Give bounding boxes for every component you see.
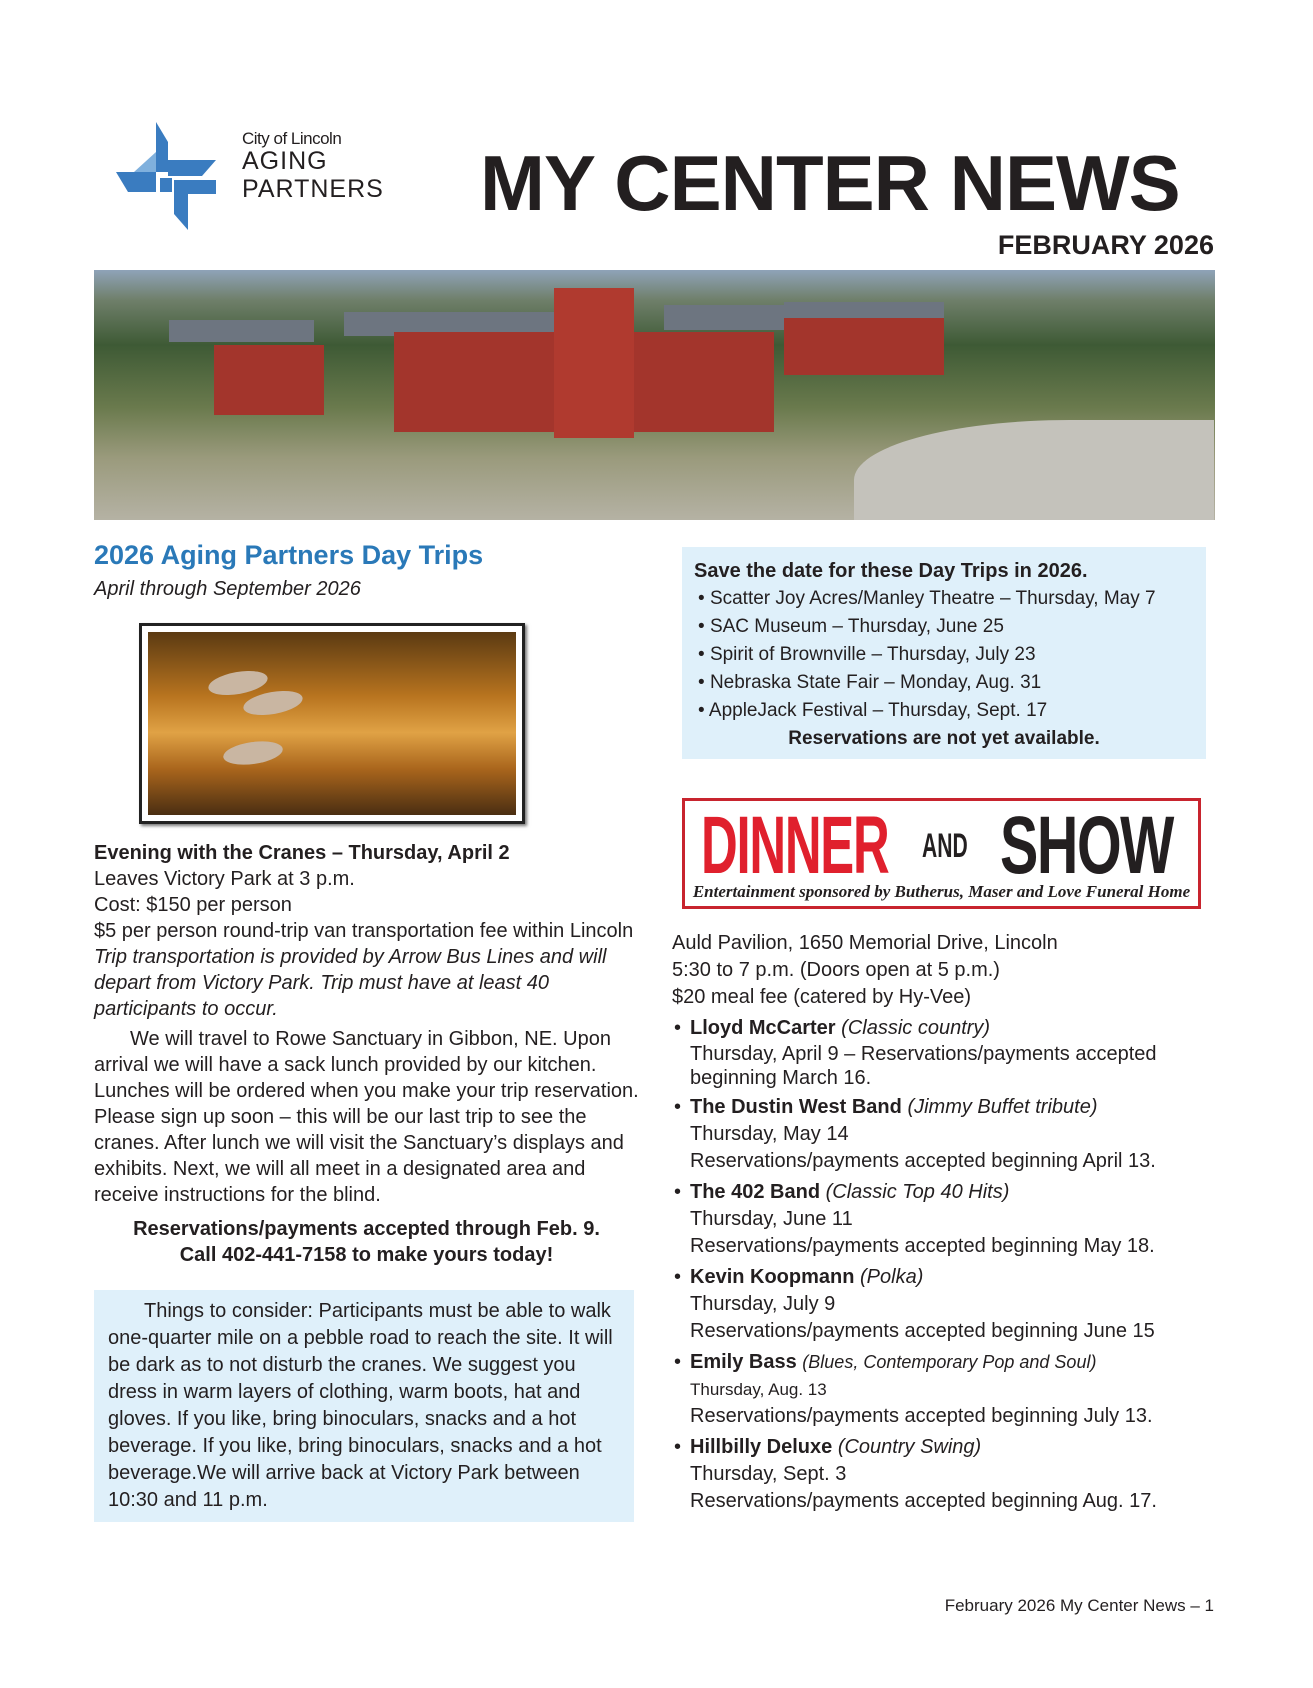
hero-photo-campus (94, 270, 1215, 520)
event-date: Thursday, July 9 (690, 1293, 836, 1315)
newsletter-title: MY CENTER NEWS (480, 139, 1180, 227)
things-to-consider-box: Things to consider: Participants must be able to walk one-quarter mile on a pebble road to reach the site. It will be dark as to not disturb the cranes. We suggest you dress in warm layers of clothing, warm boots, hat and gloves. If you like, bring binoculars, snacks and a hot beverage. If you like, bring binoculars, snacks and a hot beverage.We will arrive back at Victory Park between 10:30 and 11 p.m. (94, 1290, 634, 1522)
show-event (672, 1434, 1232, 1515)
dinner-and-show-banner (682, 798, 1201, 909)
event-date: Thursday, April 9 – Reservations/payments accepted beginning March 16. (690, 1043, 1157, 1089)
logo-city: City of Lincoln (242, 129, 342, 148)
reservation-phone: Call 402-441-7158 to make yours today! (179, 1244, 554, 1266)
trip-detail: Leaves Victory Park at 3 p.m. (94, 868, 355, 890)
save-the-date-heading: Save the date for these Day Trips in 2026. (694, 560, 1088, 582)
transport-note: Trip transportation is provided by Arrow Bus Lines and will depart from Victory Park. Trip must have at least 40 participants to occur. (94, 946, 607, 1020)
day-trip-item: • Nebraska State Fair – Monday, Aug. 31 (698, 669, 1194, 697)
event-reservations: Reservations/payments accepted beginning July 13. (690, 1405, 1153, 1427)
event-reservations: Reservations/payments accepted beginning Aug. 17. (690, 1490, 1157, 1512)
show-event (672, 1179, 1232, 1260)
page-footer: February 2026 My Center News – 1 (944, 1596, 1214, 1615)
performer-name: Lloyd McCarter (690, 1017, 836, 1039)
show-time: 5:30 to 7 p.m. (Doors open at 5 p.m.) (672, 959, 1000, 981)
performer-genre: (Classic country) (841, 1017, 991, 1039)
save-the-date-box (682, 547, 1206, 759)
trip-detail: Cost: $150 per person (94, 894, 292, 916)
performer-name: Kevin Koopmann (690, 1266, 855, 1288)
performer-name: Hillbilly Deluxe (690, 1436, 833, 1458)
cranes-event-title: Evening with the Cranes – Thursday, April 2 (94, 842, 510, 864)
event-date: Thursday, Aug. 13 (690, 1380, 827, 1399)
event-date: Thursday, May 14 (690, 1123, 849, 1145)
trip-description: We will travel to Rowe Sanctuary in Gibbon, NE. Upon arrival we will have a sack lunch provided by our kitchen. Lunches will be ordered when you make your trip reservation. Please sign up soon – this will be our last trip to see the cranes. After lunch we will visit the Sanctuary’s displays and exhibits. Next, we will all meet in a designated area and receive instructions for the blind. (94, 1028, 639, 1206)
event-reservations: Reservations/payments accepted beginning April 13. (690, 1150, 1156, 1172)
day-trip-item: • AppleJack Festival – Thursday, Sept. 17 (698, 697, 1194, 725)
event-date: Thursday, June 11 (690, 1208, 853, 1230)
performer-name: The Dustin West Band (690, 1096, 902, 1118)
dinner-show-details (672, 930, 1232, 1515)
show-event (672, 1094, 1232, 1175)
show-event (672, 1015, 1232, 1090)
show-event (672, 1349, 1232, 1430)
day-trips-subheading: April through September 2026 (94, 578, 361, 600)
day-trips-heading: 2026 Aging Partners Day Trips (94, 540, 484, 570)
logo-line1: AGING (242, 147, 328, 175)
event-reservations: Reservations/payments accepted beginning June 15 (690, 1320, 1155, 1342)
banner-sponsor: Entertainment sponsored by Butherus, Maser and Love Funeral Home (692, 882, 1191, 901)
performer-genre: (Polka) (860, 1266, 924, 1288)
trip-detail: $5 per person round-trip van transportation fee within Lincoln (94, 920, 634, 942)
show-event (672, 1264, 1232, 1345)
logo-text (242, 130, 384, 203)
day-trip-item: • Spirit of Brownville – Thursday, July 23 (698, 641, 1194, 669)
performer-genre: (Blues, Contemporary Pop and Soul) (802, 1352, 1097, 1372)
cranes-trip-section (94, 840, 639, 1522)
logo-line2: PARTNERS (242, 175, 384, 203)
show-location: Auld Pavilion, 1650 Memorial Drive, Lincoln (672, 932, 1058, 954)
performer-name: Emily Bass (690, 1351, 797, 1373)
show-fee: $20 meal fee (catered by Hy-Vee) (672, 986, 972, 1008)
reservation-deadline: Reservations/payments accepted through Feb. 9. (133, 1218, 600, 1240)
day-trip-item: • SAC Museum – Thursday, June 25 (698, 613, 1194, 641)
reservations-note: Reservations are not yet available. (788, 728, 1100, 749)
day-trip-item: • Scatter Joy Acres/Manley Theatre – Thursday, May 7 (698, 585, 1194, 613)
cranes-photo (139, 623, 525, 824)
aging-partners-logo-icon (116, 122, 236, 230)
performer-genre: (Classic Top 40 Hits) (825, 1181, 1010, 1203)
banner-dinner: DINNER (701, 800, 889, 891)
event-date: Thursday, Sept. 3 (690, 1463, 847, 1485)
issue-date: FEBRUARY 2026 (997, 230, 1214, 260)
performer-genre: (Country Swing) (837, 1436, 982, 1458)
performer-genre: (Jimmy Buffet tribute) (907, 1096, 1098, 1118)
event-reservations: Reservations/payments accepted beginning May 18. (690, 1235, 1155, 1257)
performer-name: The 402 Band (690, 1181, 821, 1203)
banner-show: SHOW (1000, 800, 1173, 891)
banner-and: AND (922, 827, 968, 865)
